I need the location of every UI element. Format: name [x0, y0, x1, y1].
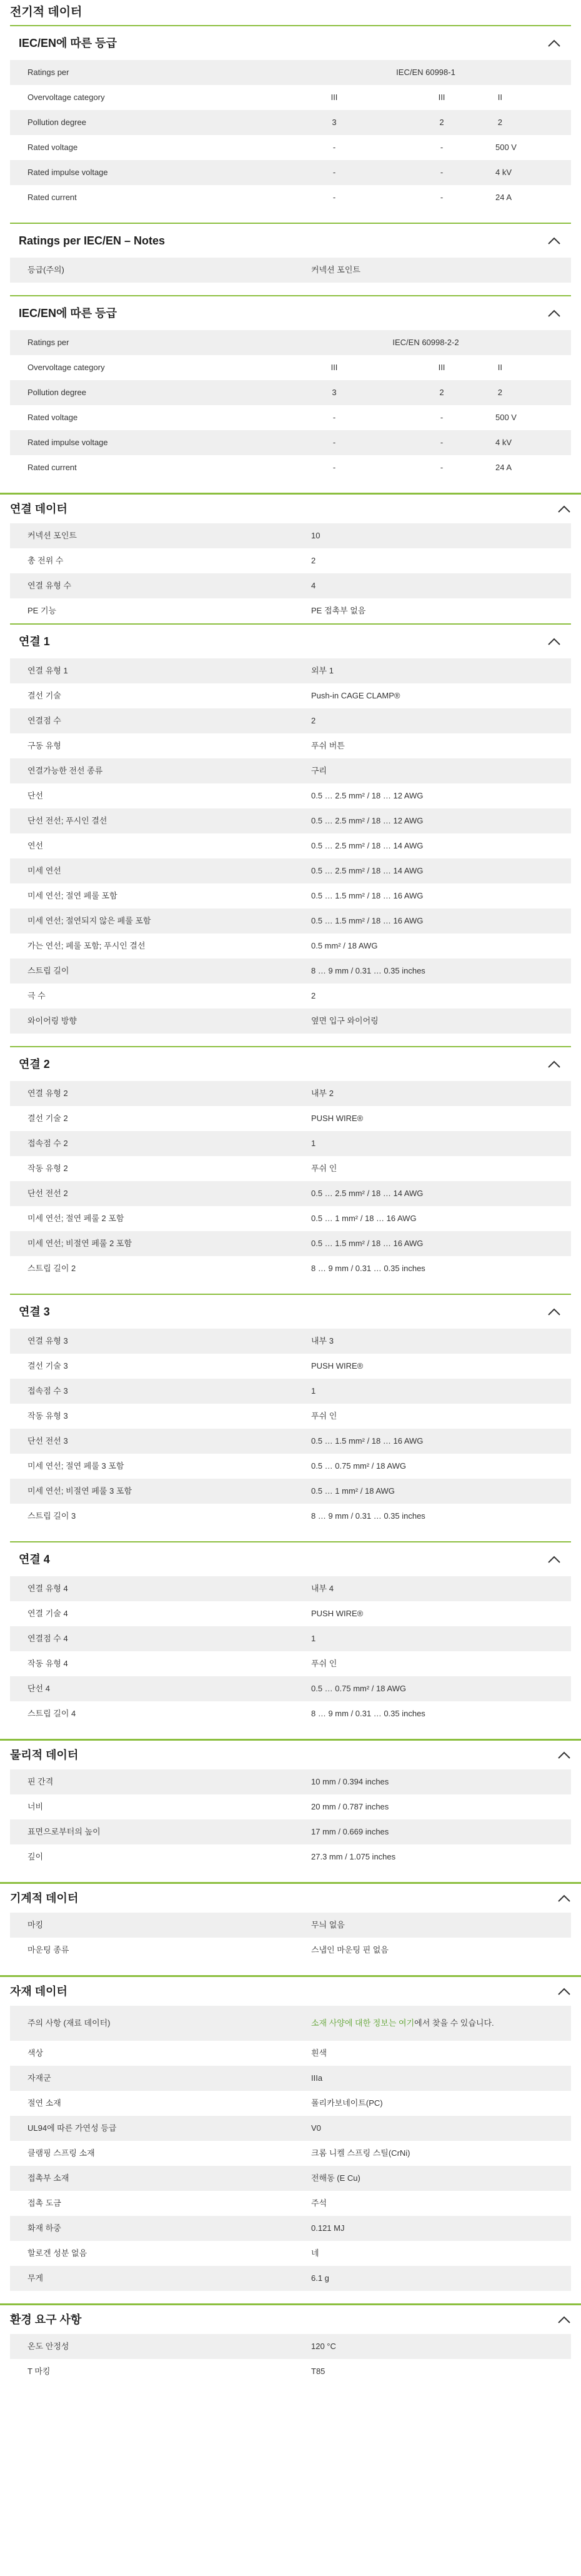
table-row: [10, 2066, 571, 2091]
table-row: [10, 2266, 571, 2291]
table-row: [10, 1404, 571, 1429]
row-label: Rated voltage: [27, 143, 78, 152]
row-value: 스냅인 마운팅 핀 없음: [311, 1945, 389, 1955]
table-row: [10, 733, 571, 758]
row-value: II: [497, 93, 502, 102]
row-value: 0.5 … 0.75 mm² / 18 AWG: [311, 1684, 406, 1693]
row-label: 핀 간격: [27, 1777, 54, 1786]
row-value: 120 °C: [311, 2342, 336, 2351]
table-row: [10, 598, 571, 623]
table-row: [10, 1009, 571, 1034]
row-value: III: [438, 363, 445, 372]
row-value: -: [440, 193, 444, 202]
row-label: 미세 연선; 절연 페룰 3 포함: [27, 1461, 124, 1471]
row-label: 미세 연선; 비절연 페룰 2 포함: [27, 1239, 132, 1248]
row-value: -: [332, 463, 336, 472]
row-value: 0.5 … 2.5 mm² / 18 … 14 AWG: [311, 1189, 424, 1198]
row-value: 4 kV: [495, 438, 512, 447]
chevron-up-icon[interactable]: [557, 1987, 571, 1996]
row-value: 20 mm / 0.787 inches: [311, 1802, 389, 1811]
table-row: [10, 455, 571, 480]
table-row: [10, 1844, 571, 1869]
row-value: 주석: [311, 2198, 327, 2208]
connection-4-header[interactable]: [10, 1541, 571, 1576]
row-value: -: [332, 193, 336, 202]
row-value: 2: [439, 118, 444, 127]
row-label: 총 전위 수: [27, 556, 64, 565]
row-value: 구리: [311, 766, 327, 775]
row-value: PUSH WIRE®: [311, 1609, 364, 1618]
connection-1-title: 연결 1: [19, 635, 50, 648]
table-row: [10, 1938, 571, 1963]
row-label: 마킹: [27, 1920, 44, 1929]
row-label: 미세 연선; 절연 페룰 2 포함: [27, 1214, 124, 1223]
row-label: 결선 기술: [27, 691, 61, 700]
connection-3-title: 연결 3: [19, 1306, 50, 1318]
row-value: -: [440, 438, 444, 447]
row-value: T85: [311, 2367, 325, 2376]
table-row: [10, 1131, 571, 1156]
row-value: 10: [311, 531, 320, 540]
table-row: [10, 1206, 571, 1231]
table-row: [10, 258, 571, 283]
row-value: 8 … 9 mm / 0.31 … 0.35 inches: [311, 1264, 425, 1273]
iec-ratings-title: IEC/EN에 따른 등급: [19, 37, 117, 49]
row-value: 10 mm / 0.394 inches: [311, 1777, 389, 1786]
row-label: 구동 유형: [27, 741, 61, 750]
table-row: [10, 2359, 571, 2384]
table-row: [10, 2006, 571, 2041]
row-label: 연결 유형 1: [27, 666, 68, 675]
row-label: 절연 소재: [27, 2098, 61, 2108]
row-label: 접촉 도금: [27, 2198, 61, 2208]
row-value: 흰색: [311, 2048, 327, 2058]
row-value: -: [332, 168, 336, 177]
row-value: 전해동 (E Cu): [311, 2173, 360, 2183]
row-label: 연결 유형 수: [27, 581, 72, 590]
row-label: 연결점 수: [27, 716, 61, 725]
table-row: [10, 1794, 571, 1819]
row-label: Overvoltage category: [27, 363, 105, 372]
chevron-up-icon[interactable]: [557, 505, 571, 513]
row-label: PE 기능: [27, 606, 57, 615]
row-label: 화재 하중: [27, 2223, 61, 2233]
table-row: [10, 1626, 571, 1651]
row-value: -: [440, 143, 444, 152]
connection-section-title: 연결 데이터: [10, 503, 67, 515]
row-label: Ratings per: [27, 338, 69, 347]
ratings-notes-title: Ratings per IEC/EN – Notes: [19, 234, 166, 247]
table-row: [10, 933, 571, 958]
table-row: [10, 1651, 571, 1676]
table-row: [10, 2041, 571, 2066]
row-label: 스트립 길이 2: [27, 1264, 76, 1273]
row-value: 0.5 … 1.5 mm² / 18 … 16 AWG: [311, 1436, 424, 1446]
table-row: [10, 160, 571, 185]
iec-ratings-2-table: [10, 330, 571, 480]
table-row: [10, 808, 571, 833]
chevron-up-icon[interactable]: [547, 39, 561, 48]
iec-ratings-table: [10, 60, 571, 210]
table-row: [10, 110, 571, 135]
row-value: 500 V: [495, 413, 517, 422]
table-row: [10, 1676, 571, 1701]
environment-section-title: 환경 요구 사항: [10, 2313, 82, 2326]
row-label: 접속점 수 3: [27, 1386, 68, 1396]
row-label: 너비: [27, 1802, 44, 1811]
table-row: [10, 658, 571, 683]
row-value: 27.3 mm / 1.075 inches: [311, 1852, 396, 1861]
material-spec-link[interactable]: 소재 사양에 대한 정보는 여기: [311, 2018, 415, 2028]
table-row: [10, 85, 571, 110]
row-value: 2: [497, 388, 502, 397]
row-label: Pollution degree: [27, 118, 86, 127]
row-value: 2: [311, 716, 316, 725]
row-value: -: [332, 143, 336, 152]
table-row: [10, 1379, 571, 1404]
table-row: [10, 908, 571, 933]
physical-section-header[interactable]: [0, 1739, 581, 1769]
row-value: 1: [311, 1386, 316, 1396]
chevron-up-icon[interactable]: [547, 1307, 561, 1316]
row-label: 연선: [27, 841, 44, 850]
row-label: 극 수: [27, 991, 46, 1000]
row-value: 0.5 … 1.5 mm² / 18 … 16 AWG: [311, 916, 424, 925]
row-value: 2: [497, 118, 502, 127]
row-value: III: [330, 93, 338, 102]
mechanical-table: [10, 1913, 571, 1963]
row-value: 푸쉬 버튼: [311, 741, 345, 750]
table-row: [10, 1181, 571, 1206]
row-label: 작동 유형 4: [27, 1659, 68, 1668]
iec-ratings-2-header[interactable]: [10, 295, 571, 330]
table-row: [10, 708, 571, 733]
table-row: [10, 1354, 571, 1379]
row-label: 가는 연선; 페룰 포함; 푸시인 결선: [27, 941, 146, 950]
table-row: [10, 1156, 571, 1181]
table-row: [10, 683, 571, 708]
row-value: 4 kV: [495, 168, 512, 177]
row-label: 스트립 길이 4: [27, 1709, 76, 1718]
table-row: [10, 380, 571, 405]
table-row: [10, 1329, 571, 1354]
row-label: 연결 유형 3: [27, 1336, 68, 1346]
table-row: [10, 1256, 571, 1281]
table-row: [10, 1601, 571, 1626]
row-value: -: [440, 168, 444, 177]
row-value: 17 mm / 0.669 inches: [311, 1827, 389, 1836]
row-label: Pollution degree: [27, 388, 86, 397]
row-label: 와이어링 방향: [27, 1016, 77, 1025]
connection-table: [10, 523, 571, 623]
ratings-notes-table: [10, 258, 571, 283]
row-label: 연결 유형 2: [27, 1089, 68, 1098]
row-value: 0.5 … 1 mm² / 18 … 16 AWG: [311, 1214, 417, 1223]
connection-1-table: [10, 658, 571, 1034]
row-value: 0.5 … 1.5 mm² / 18 … 16 AWG: [311, 891, 424, 900]
table-row: [10, 1081, 571, 1106]
row-value: 옆면 입구 와이어링: [311, 1016, 379, 1025]
connection-4-title: 연결 4: [19, 1553, 50, 1566]
ratings-notes-header[interactable]: [10, 223, 571, 258]
table-row: [10, 1913, 571, 1938]
row-label: 연결 유형 4: [27, 1584, 68, 1593]
row-value: IEC/EN 60998-2-2: [392, 338, 459, 347]
material-note-text: 에서 찾을 수 있습니다.: [414, 2018, 494, 2028]
connection-1-header[interactable]: [10, 623, 571, 658]
row-label: 연결 기술 4: [27, 1609, 68, 1618]
row-value: 2: [439, 388, 444, 397]
row-value: 8 … 9 mm / 0.31 … 0.35 inches: [311, 966, 425, 975]
row-value: 2: [311, 556, 316, 565]
chevron-up-icon[interactable]: [547, 236, 561, 245]
row-value: Push-in CAGE CLAMP®: [311, 691, 400, 700]
chevron-up-icon[interactable]: [547, 309, 561, 318]
table-row: [10, 405, 571, 430]
table-row: [10, 548, 571, 573]
table-row: [10, 2091, 571, 2116]
row-label: 클램핑 스프링 소재: [27, 2148, 95, 2158]
iec-ratings-header[interactable]: [10, 25, 571, 60]
row-label: 미세 연선; 절연 페룰 포함: [27, 891, 117, 900]
row-value: 내부 2: [311, 1089, 334, 1098]
row-value: PE 접촉부 없음: [311, 606, 366, 615]
row-value: 24 A: [495, 193, 512, 202]
row-value: -: [440, 413, 444, 422]
connection-3-table: [10, 1329, 571, 1529]
row-label: 연결가능한 전선 종류: [27, 766, 103, 775]
table-row: [10, 1576, 571, 1601]
table-row: [10, 883, 571, 908]
chevron-up-icon[interactable]: [547, 637, 561, 646]
row-value: 2: [311, 991, 316, 1000]
row-value: 3: [332, 388, 337, 397]
row-label: Rated impulse voltage: [27, 438, 108, 447]
row-label: 마운팅 종류: [27, 1945, 69, 1955]
row-value: 4: [311, 581, 316, 590]
connection-3-header[interactable]: [10, 1294, 571, 1329]
row-value: 0.5 … 0.75 mm² / 18 AWG: [311, 1461, 406, 1471]
row-label: 단선 4: [27, 1684, 50, 1693]
row-value: 1: [311, 1139, 316, 1148]
row-value: 0.121 MJ: [311, 2223, 345, 2233]
row-label: 커넥션 포인트: [27, 531, 77, 540]
row-value: PUSH WIRE®: [311, 1361, 364, 1371]
row-value: 네: [311, 2248, 319, 2258]
row-label: 작동 유형 3: [27, 1411, 68, 1421]
row-label: 할로겐 성분 없음: [27, 2248, 87, 2258]
row-label: UL94에 따른 가연성 등급: [27, 2123, 117, 2133]
table-row: [10, 958, 571, 984]
row-value: -: [332, 438, 336, 447]
table-row: [10, 1454, 571, 1479]
row-value: 0.5 … 1.5 mm² / 18 … 16 AWG: [311, 1239, 424, 1248]
table-row: [10, 2334, 571, 2359]
table-row: [10, 783, 571, 808]
table-row: [10, 430, 571, 455]
row-label: 단선: [27, 791, 44, 800]
environment-section-header[interactable]: [0, 2303, 581, 2334]
row-value: 푸쉬 인: [311, 1659, 337, 1668]
row-value: 폴리카보네이트(PC): [311, 2098, 383, 2108]
row-value: 0.5 … 2.5 mm² / 18 … 14 AWG: [311, 841, 424, 850]
row-value: 0.5 … 2.5 mm² / 18 … 12 AWG: [311, 816, 424, 825]
row-label: 자재군: [27, 2073, 51, 2083]
row-value: 24 A: [495, 463, 512, 472]
chevron-up-icon[interactable]: [547, 1555, 561, 1564]
row-value: 0.5 … 2.5 mm² / 18 … 14 AWG: [311, 866, 424, 875]
row-label: 접속점 수 2: [27, 1139, 68, 1148]
table-row: [10, 1106, 571, 1131]
row-value: PUSH WIRE®: [311, 1114, 364, 1123]
table-row: [10, 858, 571, 883]
table-row: [10, 758, 571, 783]
chevron-up-icon[interactable]: [547, 1060, 561, 1069]
row-value: 8 … 9 mm / 0.31 … 0.35 inches: [311, 1511, 425, 1521]
row-value: 무늬 없음: [311, 1920, 345, 1929]
table-row: [10, 1769, 571, 1794]
row-value: III: [330, 363, 338, 372]
table-row: [10, 355, 571, 380]
row-value: [297, 2006, 571, 2041]
row-label: T 마킹: [27, 2367, 51, 2376]
row-value: 6.1 g: [311, 2273, 329, 2283]
row-label: 단선 전선; 푸시인 결선: [27, 816, 107, 825]
table-row: [10, 523, 571, 548]
row-label: 깊이: [27, 1852, 44, 1861]
row-label: 무게: [27, 2273, 44, 2283]
table-row: [10, 573, 571, 598]
physical-section-title: 물리적 데이터: [10, 1749, 79, 1761]
table-row: [10, 1819, 571, 1844]
table-row: [10, 330, 571, 355]
row-value: 8 … 9 mm / 0.31 … 0.35 inches: [311, 1709, 425, 1718]
row-value: 0.5 … 2.5 mm² / 18 … 12 AWG: [311, 791, 424, 800]
row-label: 주의 사항 (재료 데이터): [27, 2018, 111, 2028]
table-row: [10, 2216, 571, 2241]
table-row: [10, 1504, 571, 1529]
row-label: Rated current: [27, 463, 77, 472]
row-label: Rated current: [27, 193, 77, 202]
connection-2-title: 연결 2: [19, 1058, 50, 1070]
row-label: 단선 전선 2: [27, 1189, 68, 1198]
row-value: 1: [311, 1634, 316, 1643]
row-label: 결선 기술 3: [27, 1361, 68, 1371]
row-label: 접촉부 소재: [27, 2173, 69, 2183]
table-row: [10, 2241, 571, 2266]
material-table: [10, 2006, 571, 2291]
row-label: 표면으로부터의 높이: [27, 1827, 101, 1836]
table-row: [10, 60, 571, 85]
table-row: [10, 2141, 571, 2166]
row-value: 푸쉬 인: [311, 1164, 337, 1173]
table-row: [10, 2116, 571, 2141]
row-label: Overvoltage category: [27, 93, 105, 102]
physical-table: [10, 1769, 571, 1869]
table-row: [10, 1429, 571, 1454]
mechanical-section-title: 기계적 데이터: [10, 1892, 79, 1904]
row-label: Rated impulse voltage: [27, 168, 108, 177]
row-label: 결선 기술 2: [27, 1114, 68, 1123]
table-row: [10, 2166, 571, 2191]
row-value: 커넥션 포인트: [311, 265, 360, 274]
chevron-up-icon[interactable]: [557, 2315, 571, 2324]
chevron-up-icon[interactable]: [557, 1894, 571, 1903]
row-value: -: [332, 413, 336, 422]
row-label: 스트립 길이 3: [27, 1511, 76, 1521]
row-value: 3: [332, 118, 337, 127]
table-row: [10, 1231, 571, 1256]
row-value: V0: [311, 2123, 321, 2133]
material-section-header[interactable]: [0, 1975, 581, 2006]
row-value: 내부 4: [311, 1584, 334, 1593]
row-label: Rated voltage: [27, 413, 78, 422]
table-row: [10, 984, 571, 1009]
row-value: IEC/EN 60998-1: [396, 68, 455, 77]
row-label: 스트립 길이: [27, 966, 69, 975]
iec-ratings-2-title: IEC/EN에 따른 등급: [19, 307, 117, 319]
row-value: 푸쉬 인: [311, 1411, 337, 1421]
chevron-up-icon[interactable]: [557, 1751, 571, 1759]
table-row: [10, 135, 571, 160]
table-row: [10, 1479, 571, 1504]
connection-2-header[interactable]: [10, 1046, 571, 1081]
row-value: II: [497, 363, 502, 372]
row-value: 0.5 … 1 mm² / 18 AWG: [311, 1486, 395, 1496]
row-value: 500 V: [495, 143, 517, 152]
connection-2-table: [10, 1081, 571, 1281]
table-row: [10, 833, 571, 858]
connection-4-table: [10, 1576, 571, 1726]
electrical-section-title: 전기적 데이터: [10, 6, 82, 19]
environment-table: [10, 2334, 571, 2384]
mechanical-section-header[interactable]: [0, 1882, 581, 1913]
table-row: [10, 1701, 571, 1726]
row-label: 미세 연선: [27, 866, 61, 875]
row-label: 온도 안정성: [27, 2342, 69, 2351]
row-value: III: [438, 93, 445, 102]
table-row: [10, 2191, 571, 2216]
row-label: Ratings per: [27, 68, 69, 77]
table-row: [10, 185, 571, 210]
row-label: 색상: [27, 2048, 44, 2058]
connection-section-header[interactable]: [0, 493, 581, 523]
row-label: 미세 연선; 절연되지 않은 페룰 포함: [27, 916, 151, 925]
material-section-title: 자재 데이터: [10, 1985, 67, 1998]
row-value: IIIa: [311, 2073, 323, 2083]
row-value: 외부 1: [311, 666, 334, 675]
row-value: 내부 3: [311, 1336, 334, 1346]
row-value: 0.5 mm² / 18 AWG: [311, 941, 378, 950]
row-label: 단선 전선 3: [27, 1436, 68, 1446]
row-value: -: [440, 463, 444, 472]
row-label: 등급(주의): [27, 265, 64, 274]
iec-ratings-panel: [10, 25, 571, 480]
row-label: 미세 연선; 비절연 페룰 3 포함: [27, 1486, 132, 1496]
row-label: 작동 유형 2: [27, 1164, 68, 1173]
row-value: 크롬 니켈 스프링 스틸(CrNi): [311, 2148, 410, 2158]
row-label: 연결점 수 4: [27, 1634, 68, 1643]
